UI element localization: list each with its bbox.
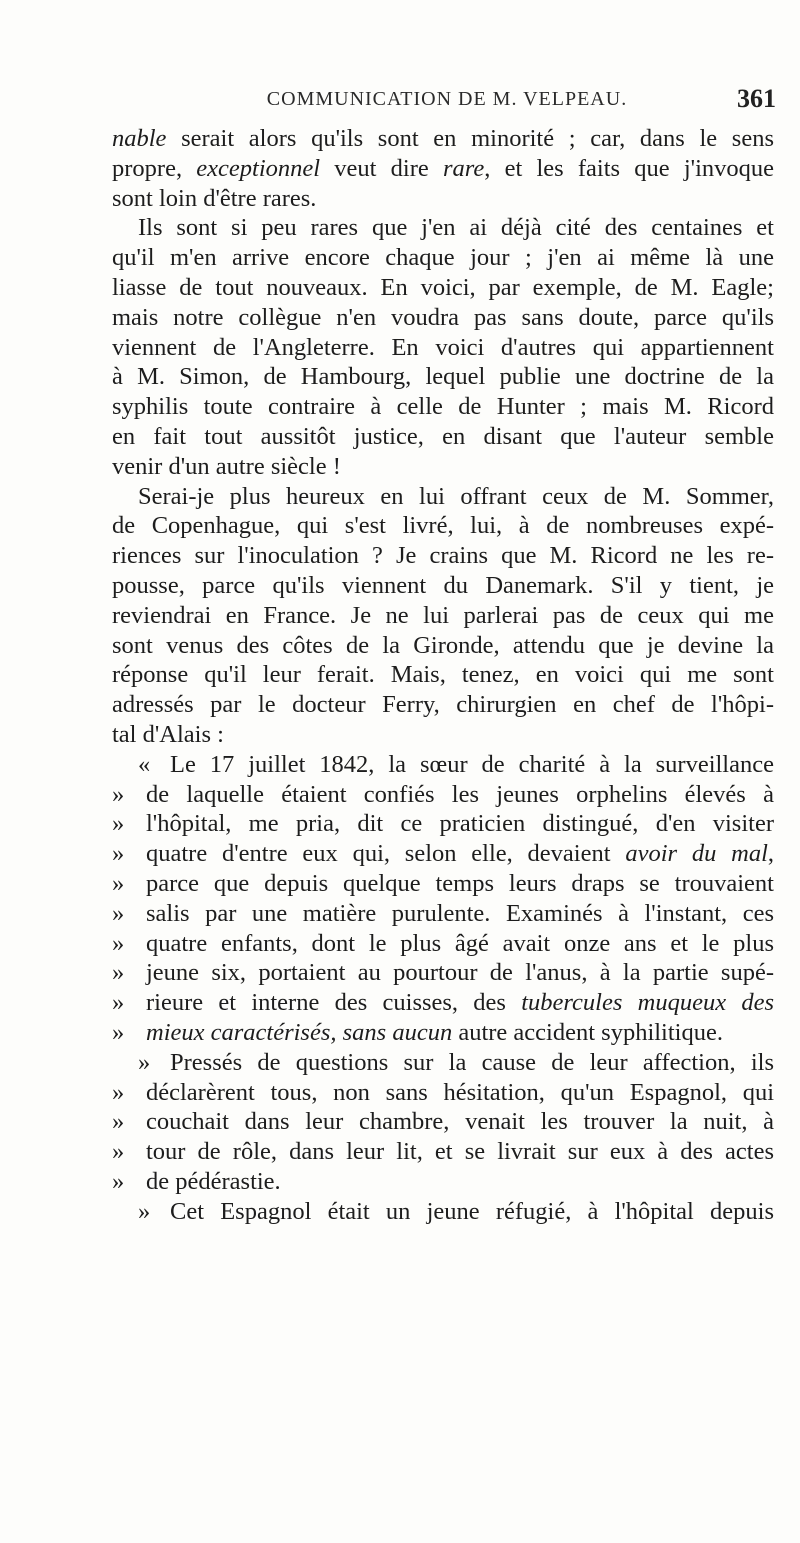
- quote-line: [112, 899, 774, 929]
- text-line: Serai-je plus heureux en lui offrant ceux de M. Sommer,: [138, 482, 774, 510]
- text-line: de Copenhague, qui s'est livré, lui, à de nombreuses expé-: [112, 512, 774, 540]
- quote-line-text: de laquelle étaient confiés les jeunes orphelins élevés à: [146, 780, 774, 808]
- quote-mark: »: [112, 1078, 125, 1106]
- quote-mark: »: [112, 899, 125, 927]
- running-title: COMMUNICATION DE M. VELPEAU.: [266, 88, 628, 110]
- page-number: 361: [737, 84, 776, 113]
- quote-mark: «: [138, 750, 151, 778]
- quote-line: [112, 809, 774, 839]
- text-line: liasse de tout nouveaux. En voici, par exemple, de M. Eagle;: [112, 273, 774, 301]
- text-line: Ils sont si peu rares que j'en ai déjà cité des centaines et: [138, 214, 774, 242]
- text-line: sont venus des côtes de la Gironde, attendu que je devine la: [112, 631, 774, 659]
- quote-line: [112, 929, 774, 959]
- paragraph: [112, 482, 774, 750]
- quote-line-text: quatre d'entre eux qui, selon elle, devaient avoir du mal,: [146, 840, 775, 868]
- text-line: viennent de l'Angleterre. En voici d'autres qui appartiennent: [112, 333, 774, 361]
- quote-line-text: Cet Espagnol était un jeune réfugié, à l'hôpital depuis: [170, 1197, 774, 1225]
- quote-line: [112, 1137, 774, 1167]
- text-line: nable serait alors qu'ils sont en minorité ; car, dans le sens: [112, 125, 775, 152]
- quote-line: [112, 869, 774, 899]
- quote-mark: »: [138, 1048, 151, 1076]
- quote-mark: »: [112, 1108, 125, 1136]
- text-line: qu'il m'en arrive encore chaque jour ; j'en ai même là une: [112, 244, 774, 272]
- quote-line-text: tour de rôle, dans leur lit, et se livrait sur eux à des actes: [146, 1138, 774, 1166]
- text-line: adressés par le docteur Ferry, chirurgien en chef de l'hôpi-: [112, 691, 774, 719]
- text-line: en fait tout aussitôt justice, en disant que l'auteur semble: [112, 422, 774, 450]
- text-line: riences sur l'inoculation ? Je crains que M. Ricord ne les re-: [112, 542, 774, 570]
- quote-line-text: rieure et interne des cuisses, des tubercules muqueux des: [146, 989, 774, 1017]
- quote-line: [112, 750, 774, 780]
- quote-paragraph: [112, 1197, 774, 1227]
- quote-line-text: parce que depuis quelque temps leurs draps se trouvaient: [146, 869, 774, 897]
- quote-mark: »: [112, 840, 125, 868]
- quote-line: [112, 1078, 774, 1108]
- paragraph: [112, 124, 774, 213]
- quote-line-text: Le 17 juillet 1842, la sœur de charité à la surveillance: [170, 750, 774, 778]
- line-fragment: serait alors qu'ils sont en minorité ; car, dans le sens: [181, 125, 775, 152]
- text-line: pousse, parce qu'ils viennent du Danemark. S'il y tient, je: [112, 571, 774, 599]
- quote-mark: »: [112, 989, 125, 1017]
- quote-paragraph: [112, 750, 774, 1048]
- quote-line: [112, 839, 774, 869]
- quote-mark: »: [112, 1018, 125, 1046]
- quote-line-text: salis par une matière purulente. Examinés à l'instant, ces: [146, 899, 774, 927]
- quote-line-text: Pressés de questions sur la cause de leur affection, ils: [170, 1048, 774, 1076]
- text-line: reviendrai en France. Je ne lui parlerai pas de ceux qui me: [112, 601, 774, 629]
- body-text: [112, 124, 774, 1226]
- quote-line: [112, 780, 774, 810]
- text-line: venir d'un autre siècle !: [112, 452, 341, 480]
- quote-line: [112, 1107, 774, 1137]
- quote-paragraph: [112, 1048, 774, 1197]
- text-line: réponse qu'il leur ferait. Mais, tenez, en voici qui me sont: [112, 661, 774, 689]
- text-line: mais notre collègue n'en voudra pas sans doute, parce qu'ils: [112, 303, 774, 331]
- text-line: sont loin d'être rares.: [112, 184, 317, 212]
- quote-line: [112, 1048, 774, 1078]
- quote-line: [112, 988, 774, 1018]
- quote-mark: »: [138, 1197, 151, 1225]
- paragraph: [112, 213, 774, 481]
- quote-mark: »: [112, 810, 125, 838]
- quote-line-text: jeune six, portaient au pourtour de l'anus, à la partie supé-: [146, 959, 774, 987]
- quote-line-text: couchait dans leur chambre, venait les trouver la nuit, à: [146, 1108, 774, 1136]
- quote-line-text: de pédérastie.: [146, 1167, 281, 1195]
- running-header: [112, 86, 782, 120]
- quote-mark: »: [112, 929, 125, 957]
- quote-line: [112, 1167, 774, 1197]
- text-line: tal d'Alais :: [112, 720, 224, 748]
- quote-mark: »: [112, 1138, 125, 1166]
- quote-line: [112, 1197, 774, 1227]
- quote-line-text: l'hôpital, me pria, dit ce praticien distingué, d'en visiter: [146, 810, 774, 838]
- quote-line: [112, 958, 774, 988]
- quote-mark: »: [112, 959, 125, 987]
- text-line: syphilis toute contraire à celle de Hunter ; mais M. Ricord: [112, 393, 774, 421]
- quote-mark: »: [112, 1167, 125, 1195]
- quotation: [112, 750, 774, 1227]
- quote-line-text: mieux caractérisés, sans aucun autre accident syphilitique.: [146, 1018, 723, 1046]
- quote-line-text: quatre enfants, dont le plus âgé avait onze ans et le plus: [146, 929, 774, 957]
- text-line: à M. Simon, de Hambourg, lequel publie une doctrine de la: [112, 363, 774, 391]
- quote-mark: »: [112, 780, 125, 808]
- quote-line: [112, 1018, 774, 1048]
- quote-mark: »: [112, 869, 125, 897]
- text-line: propre, exceptionnel veut dire rare, et les faits que j'invoque: [112, 154, 775, 182]
- quote-line-text: déclarèrent tous, non sans hésitation, qu'un Espagnol, qui: [146, 1078, 774, 1106]
